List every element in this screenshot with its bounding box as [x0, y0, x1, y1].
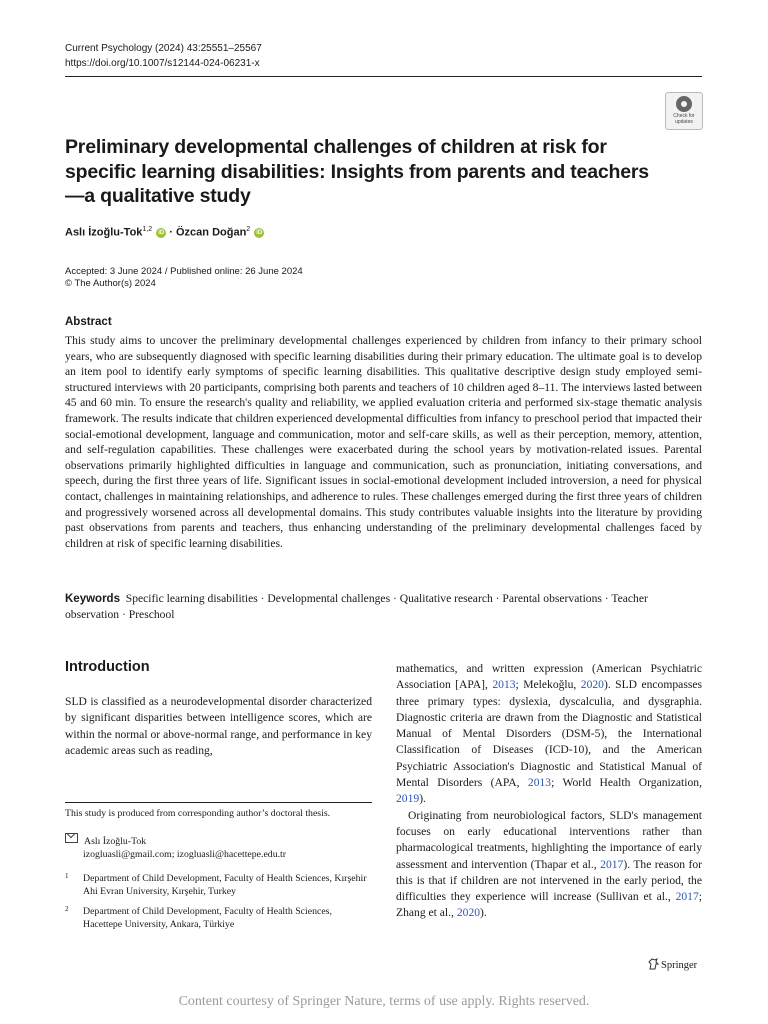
check-for-updates-badge[interactable] — [665, 92, 703, 130]
citation-link[interactable]: 2013 — [492, 678, 516, 692]
publication-dates — [65, 266, 303, 290]
author-separator: · — [169, 226, 173, 239]
author-name[interactable]: Aslı İzoğlu-Tok — [65, 226, 143, 239]
orcid-icon[interactable]: iD — [158, 229, 165, 236]
citation-link[interactable]: 2013 — [527, 776, 552, 790]
doi-link[interactable]: https://doi.org/10.1007/s12144-024-06231-x — [65, 58, 260, 69]
journal-header — [65, 41, 262, 71]
paragraph-text: ). The reason for this is that if children are not intervened in the early period, the difficulties they experience will increase (Sullivan et al., — [396, 857, 702, 904]
introduction-paragraph: SLD is classified as a neurodevelopmental disorder characterized by significant disparities between intelligence scores, which are within the normal or above-normal range, and performance in key academic areas such as reading, — [65, 695, 372, 757]
mail-icon — [65, 833, 78, 843]
paragraph-text: mathematics, and written expression (American Psychiatric Association [APA], — [396, 662, 702, 692]
paragraph-text: Originating from neurobiological factors, SLD's management focuses on early educational interventions rather than pharmacological treatments, highlighting the importance of early assessment and intervention (Thapar et al., — [396, 808, 702, 871]
springer-logo — [648, 958, 697, 971]
article-title: Preliminary developmental challenges of children at risk for specific learning disabilities: Insights from parents and teachers—a qualitative study — [65, 136, 649, 207]
section-heading-introduction: Introduction — [65, 659, 150, 675]
copyright-notice: © The Author(s) 2024 — [65, 278, 156, 289]
check-updates-icon — [676, 96, 692, 112]
footnote-divider — [65, 802, 372, 803]
author-name[interactable]: Özcan Doğan — [176, 226, 247, 239]
citation-link[interactable]: 2020 — [456, 906, 481, 920]
citation-link[interactable]: 2019 — [396, 792, 420, 806]
corresponding-author — [65, 833, 372, 861]
abstract-text: This study aims to uncover the preliminary developmental challenges experienced by children from infancy to their primary school years, who are subsequently diagnosed with specific learning disabilities during their primary education. The ultimate goal is to develop an item pool to identify early symptoms of specific learning disabilities. This qualitative descriptive design study employed semi-structured interviews with 20 participants, comprising both parents and teachers of 10 children aged 8–11. The interviews lasted between 45 and 60 min. To ensure the research's quality and reliability, we applied evaluation criteria and performed six-stage thematic analysis framework. The results indicate that children experienced developmental difficulties from infancy to preschool period that impacted their social-emotional development, language and communication, motor and self-care skills, as well as their perception, memory, attention, and self-regulation capabilities. These challenges were exacerbated during the school years by motivation-related issues. Parental observations primarily highlighted difficulties in language and communication, such as pronunciation, initiating conversations, and speech, during the first three years of life. Significant issues in social-emotional development included introversion, a need for physical contact, challenges in maintaining relationships, and adherence to rules. These challenges emerged during the first three years of children and progressively worsened across all developmental domains. This study contributes valuable insights into the literature by providing past observations from parents and teachers, thus enhancing understanding of the preliminary developmental challenges faced by children at risk of specific learning disabilities. — [65, 334, 702, 550]
courtesy-notice: Content courtesy of Springer Nature, terms of use apply. Rights reserved. — [178, 994, 590, 1009]
affiliation-number: 2 — [65, 905, 69, 913]
check-updates-label: Check for updates — [673, 113, 695, 125]
header-divider — [65, 76, 702, 77]
paragraph-text: ). — [480, 906, 487, 920]
thesis-footnote: This study is produced from corresponding author’s doctoral thesis. — [65, 808, 331, 819]
author-affiliation-mark: 2 — [246, 226, 251, 233]
orcid-icon[interactable]: iD — [256, 229, 263, 236]
introduction-paragraph — [396, 808, 702, 922]
keywords-label: Keywords — [65, 593, 120, 605]
author-affiliation-mark: 1,2 — [142, 226, 153, 233]
accepted-published-dates: Accepted: 3 June 2024 / Published online: 26 June 2024 — [65, 266, 303, 277]
abstract-heading: Abstract — [65, 316, 112, 328]
paragraph-text: ). SLD encompasses three primary types: dyslexia, dyscalculia, and dysgraphia. Diagnostic criteria are drawn from the Diagnostic and Statistical Manual of Mental Disorders (DSM-5), the International Classification of Diseases (ICD-10), and the American Psychiatric Association's Diagnostic and Statistical Manual of Mental Disorders (APA, — [396, 678, 702, 790]
affiliation-text: Department of Child Development, Faculty of Health Sciences, Hacettepe University, Ankara, Türkiye — [83, 906, 332, 930]
affiliation-1 — [65, 872, 372, 898]
keywords-section — [65, 591, 702, 623]
citation-link[interactable]: 2020 — [580, 678, 604, 692]
paragraph-text: ; World Health Organization, — [551, 776, 702, 790]
corresponding-author-name: Aslı İzoğlu-Tok — [84, 836, 147, 847]
publisher-name: Springer — [661, 960, 698, 971]
introduction-column-2 — [396, 661, 702, 922]
paragraph-text: ). — [419, 792, 426, 806]
affiliation-text: Department of Child Development, Faculty of Health Sciences, Kırşehir Ahi Evran University, Kırşehir, Turkey — [83, 873, 367, 897]
introduction-paragraph — [396, 661, 702, 808]
affiliation-number: 1 — [65, 872, 69, 880]
keywords-list: Specific learning disabilities · Developmental challenges · Qualitative research · Parental observations · Teacher observation · Preschool — [65, 592, 648, 621]
affiliation-2 — [65, 905, 372, 931]
paragraph-text: ; Melekoğlu, — [515, 678, 581, 692]
citation-link[interactable]: 2017 — [600, 857, 624, 871]
springer-horse-icon — [648, 958, 659, 970]
citation-link[interactable]: 2017 — [675, 890, 699, 904]
author-list — [65, 226, 264, 239]
corresponding-author-email[interactable]: izogluasli@gmail.com; izogluasli@hacettepe.edu.tr — [83, 849, 287, 860]
journal-citation: Current Psychology (2024) 43:25551–25567 — [65, 43, 262, 54]
paragraph-text: ; Zhang et al., — [396, 890, 702, 920]
